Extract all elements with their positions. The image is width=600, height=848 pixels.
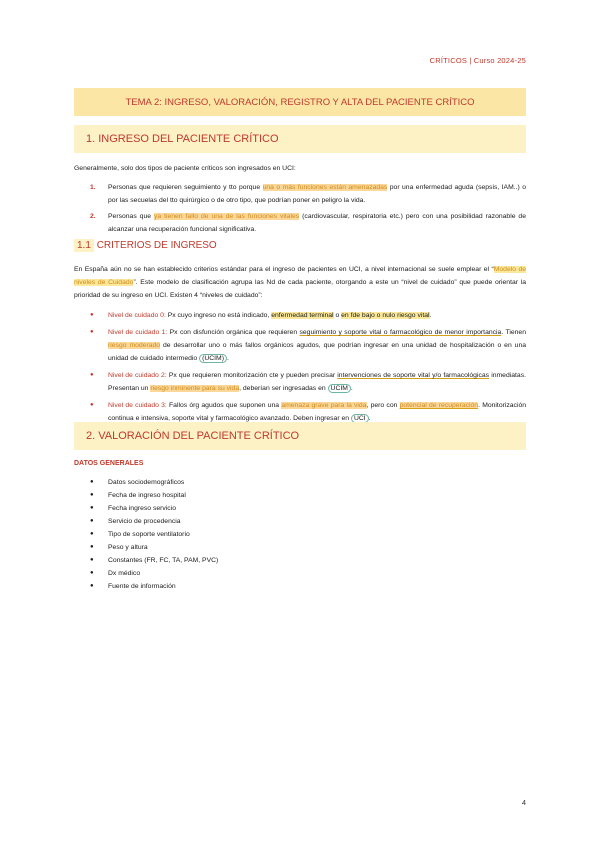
text-run: Px cuyo ingreso no está indicado, xyxy=(165,312,272,319)
list-item xyxy=(90,181,526,207)
text-run: , pero con xyxy=(366,402,400,409)
level-label: Nivel de cuidado 2: xyxy=(108,372,167,379)
list-item: ● Servicio de procedencia xyxy=(90,515,526,528)
section-heading-2: 2. VALORACIÓN DEL PACIENTE CRÍTICO xyxy=(86,430,300,442)
criteria-paragraph xyxy=(74,263,526,302)
page-number: 4 xyxy=(521,798,526,807)
list-item xyxy=(90,326,526,365)
subsection-number: 1.1 xyxy=(74,239,94,252)
list-item: ● Peso y altura xyxy=(90,541,526,554)
list-item xyxy=(90,369,526,395)
list-item: ● Datos sociodemográficos xyxy=(90,476,526,489)
highlight-text: una o más funciones están amenazadas xyxy=(262,184,388,191)
datos-generales-label: DATOS GENERALES xyxy=(74,460,144,467)
document-title: TEMA 2: INGRESO, VALORACIÓN, REGISTRO Y ALTA DEL PACIENTE CRÍTICO xyxy=(125,96,475,108)
text-run: Px que requieren monitorización cte y pueden precisar xyxy=(166,372,338,379)
admission-types-list xyxy=(90,181,526,239)
highlight-text: riesgo inminente para su vida xyxy=(150,385,240,392)
list-item: ● Fuente de información xyxy=(90,580,526,593)
text-run: . xyxy=(368,415,371,422)
text-run: de desarrollar uno o más fallos orgánicos agudos, que podrían ingresar en una unidad de hospitalización o en una unidad de cuidado intermedio xyxy=(108,342,526,362)
text-run: . Monitorización continua e intensiva, soporte vital y farmacológico avanzado. Deben ingresar en xyxy=(108,402,527,422)
highlight-text: amenaza grave para la vida xyxy=(281,402,367,409)
text-run: . Tienen xyxy=(501,329,526,336)
text-run: . xyxy=(429,312,432,319)
page-header-course: CRÍTICOS | Curso 2024-25 xyxy=(429,56,526,65)
underlined-text: seguimiento y soporte vital o farmacológico de menor importancia xyxy=(299,329,502,336)
text-run: (cardiovascular, respiratoria etc.) pero con una posibilidad razonable de alcanzar una recuperación funcional significativa. xyxy=(108,213,526,233)
text-run: , deberían ser ingresadas en xyxy=(239,385,328,392)
level-label: Nivel de cuidado 1: xyxy=(108,329,168,336)
section-heading-1: 1. INGRESO DEL PACIENTE CRÍTICO xyxy=(86,133,279,145)
circled-text: (UCIM) xyxy=(199,354,227,363)
highlight-text: riesgo moderado xyxy=(108,342,161,349)
text-run: ”. Este modelo de clasificación agrupa las Nd de cada paciente, otorgando a este un “nivel de cuidado” que puede orientar la prioridad de su ingreso en UCI. Existen 4 “niveles de cuidado”: xyxy=(74,279,526,299)
text-run: Fallos órg agudos que suponen una xyxy=(166,402,282,409)
highlight-text: ya tienen fallo de una de las funciones vitales xyxy=(153,213,300,220)
list-number: 1. xyxy=(90,184,96,191)
highlight-text: enfermedad terminal xyxy=(271,312,334,319)
list-item: ● Constantes (FR, FC, TA, PAM, PVC) xyxy=(90,554,526,567)
text-run: Px con disfunción orgánica que requieren xyxy=(167,329,300,336)
list-item: ● Fecha ingreso servicio xyxy=(90,502,526,515)
list-number: 2. xyxy=(90,213,96,220)
text-run: . xyxy=(226,355,229,362)
text-run: inmediatas. Presentan un xyxy=(108,372,526,392)
subsection-heading xyxy=(74,240,217,251)
section1-intro: Generalmente, solo dos tipos de paciente críticos son ingresados en UCI: xyxy=(74,165,296,172)
list-item xyxy=(90,210,526,236)
level-label: Nivel de cuidado 0: xyxy=(108,312,166,319)
circled-text: UCIM xyxy=(328,384,351,393)
list-item xyxy=(90,309,526,322)
highlight-text: en fde bajo o nulo riesgo vital xyxy=(341,312,430,319)
text-run: . xyxy=(350,385,353,392)
care-levels-list xyxy=(90,309,526,425)
general-data-list xyxy=(90,476,526,593)
section-heading-banner-2 xyxy=(74,422,526,450)
text-run: por una enfermedad aguda (sepsis, IAM..) o por las secuelas del tto quirúrgico o de otro tipo, que podrían poner en peligro la vida. xyxy=(108,184,527,204)
subsection-title: CRITERIOS DE INGRESO xyxy=(96,240,217,251)
document-title-banner xyxy=(74,88,526,116)
section-heading-banner-1 xyxy=(74,125,526,153)
text-run: Personas que xyxy=(108,213,154,220)
list-item: ● Tipo de soporte ventilatorio xyxy=(90,528,526,541)
text-run: En España aún no se han establecido criterios estándar para el ingreso de pacientes en UCI, a nivel internacional se suele emplear el “ xyxy=(74,266,494,273)
list-item: ● Fecha de ingreso hospital xyxy=(90,489,526,502)
text-run: Personas que requieren seguimiento y tto porque xyxy=(108,184,263,191)
highlight-text: potencial de recuperación xyxy=(399,402,479,409)
highlight-text: Modelo de niveles de Cuidado xyxy=(74,266,526,286)
list-item: ● Dx médico xyxy=(90,567,526,580)
level-label: Nivel de cuidado 3: xyxy=(108,402,167,409)
text-run: o xyxy=(333,312,342,319)
underlined-text: intervenciones de soporte vital y/o farmacológicas xyxy=(337,372,490,379)
circled-text: UCI xyxy=(351,414,369,423)
